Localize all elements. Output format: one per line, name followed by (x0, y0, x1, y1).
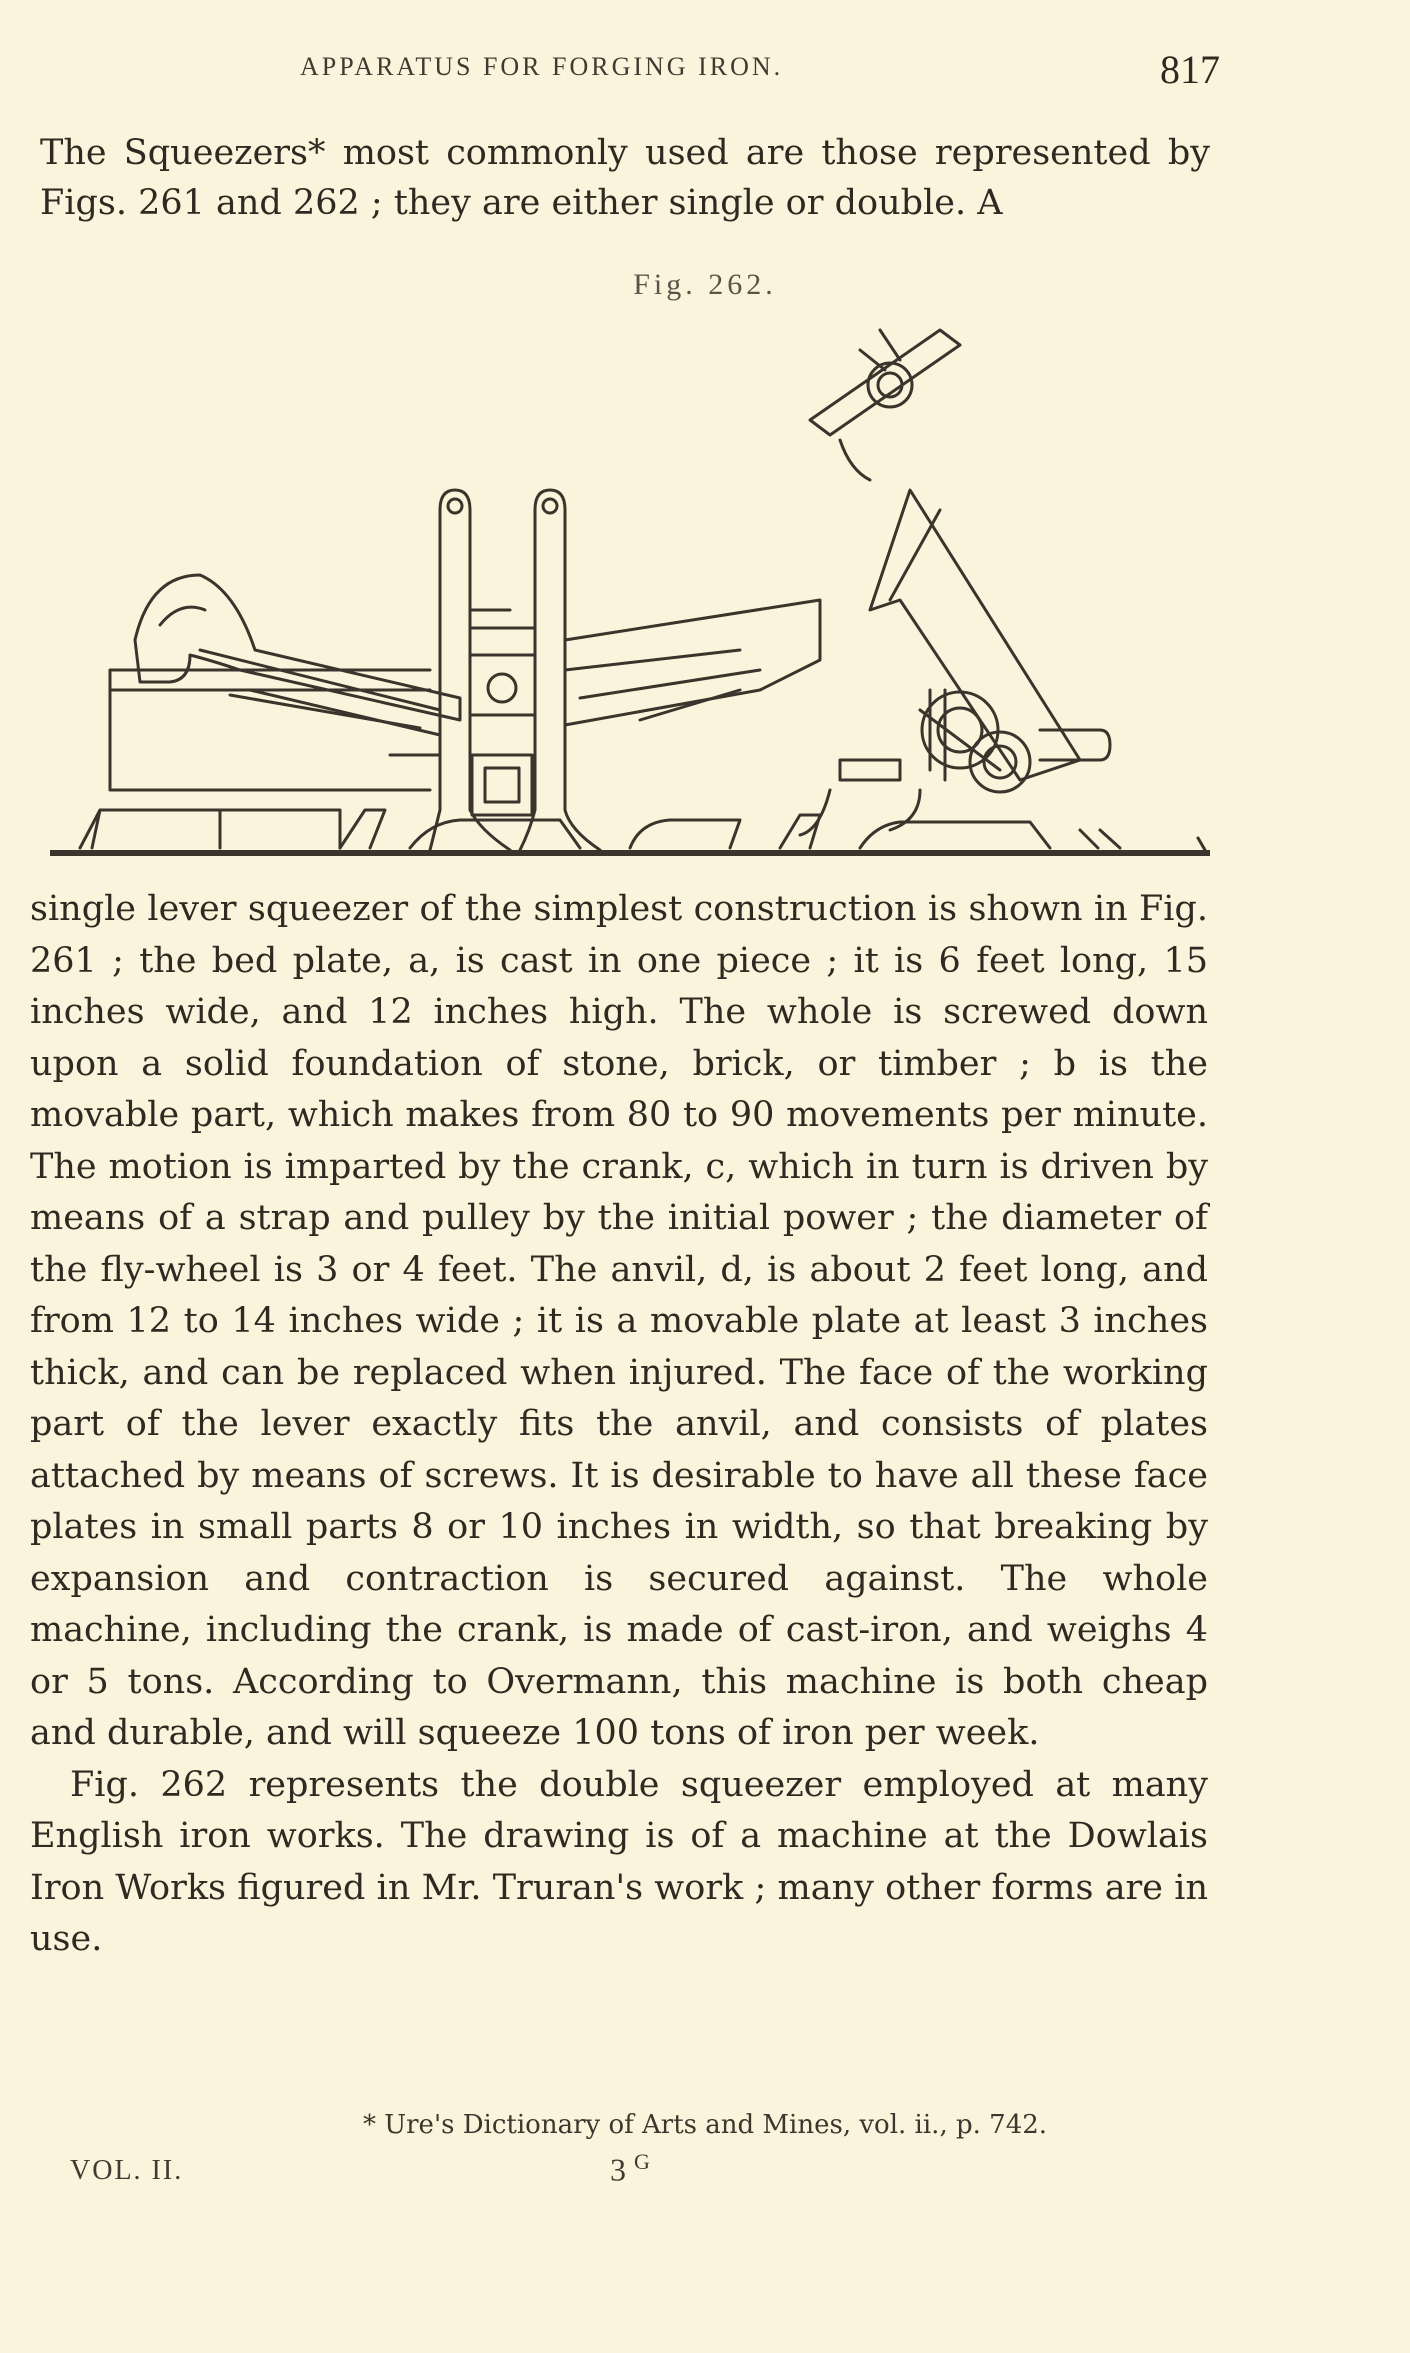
squeezer-illustration (40, 310, 1220, 870)
volume-label: VOL. II. (70, 2155, 184, 2186)
right-lever (565, 600, 820, 725)
intro-paragraph: The Squeezers* most commonly used are those represented by Figs. 261 and 262 ; they are either single or double. A (40, 133, 1210, 223)
left-lever (135, 575, 460, 720)
figure-caption: Fig. 262. (633, 268, 777, 301)
signature-letter: G (634, 2149, 650, 2174)
body-text (30, 884, 1208, 1966)
upper-block (470, 655, 535, 715)
crank-arm (810, 330, 960, 435)
paragraph-1: single lever squeezer of the simplest construction is shown in Fig. 261 ; the bed plate, a, is cast in one piece ; it is 6 feet long, 15 inches wide, and 12 inches high. The whole is screwed down upon a solid foundation of stone, brick, or timber ; b is the movable part, which makes from 80 to 90 movements per minute. The motion is imparted by the crank, c, which in turn is driven by means of a strap and pulley by the initial power ; the diameter of the fly-wheel is 3 or 4 feet. The anvil, d, is about 2 feet long, and from 12 to 14 inches wide ; it is a movable plate at least 3 inches thick, and can be replaced when injured. The face of the working part of the lever exactly fits the anvil, and consists of plates attached by means of screws. It is desirable to have all these face plates in small parts 8 or 10 inches in width, so that breaking by expansion and contraction is secured against. The whole machine, including the crank, is made of cast-iron, and weighs 4 or 5 tons. According to Overmann, this machine is both cheap and durable, and will squeeze 100 tons of iron per week. (30, 889, 1208, 1753)
page-header (300, 47, 1220, 110)
signature-number: 3 (610, 2151, 626, 2188)
page-number: 817 (1160, 47, 1220, 92)
crank-upright (870, 490, 1080, 780)
running-head: APPARATUS FOR FORGING IRON. (300, 52, 784, 81)
page-footer (70, 2149, 1170, 2205)
paragraph-2: Fig. 262 represents the double squeezer employed at many English iron works. The drawing is of a machine at the Dowlais Iron Works figured in Mr. Truran's work ; many other forms are in use. (30, 1764, 1208, 1959)
ground-line (50, 850, 1210, 856)
lower-block (472, 755, 532, 815)
signature-mark (610, 2149, 650, 2189)
left-base (80, 810, 220, 848)
footnote: * Ure's Dictionary of Arts and Mines, vol. ii., p. 742. (362, 2110, 1048, 2140)
